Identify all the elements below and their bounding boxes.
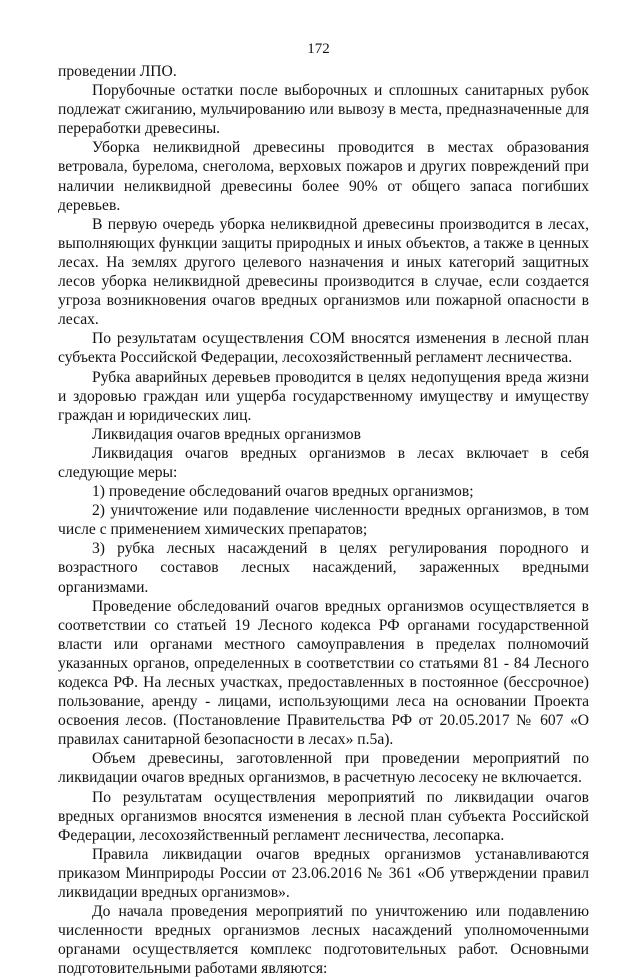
list-item-2: 2) уничтожение или подавление численности вредных организмов, в том числе с применением химических препаратов; — [58, 502, 589, 539]
paragraph-emergency-trees: Рубка аварийных деревьев проводится в целях недопущения вреда жизни и здоровью граждан или ущерба государственному имуществу и имуществу граждан и юридических лиц. — [58, 368, 589, 424]
paragraph-cleanup-priority: В первую очередь уборка неликвидной древесины производится в лесах, выполняющих функции защиты природных и иных объектов, а также в ценных лесах. На землях другого целевого назначения и иных категорий защитных лесов уборка неликвидной древесины производится в случае, если создается угроза возникновения очагов вредных организмов или пожарной опасности в лесах. — [58, 215, 589, 329]
paragraph-illiquid-wood-cleanup: Уборка неликвидной древесины проводится в местах образования ветровала, бурелома, снеголома, верховых пожаров и других повреждений при наличии неликвидной древесины более 90% от общего запаса погибших деревьев. — [58, 139, 589, 214]
paragraph-preparatory-works: До начала проведения мероприятий по уничтожению или подавлению численности вредных организмов лесных насаждений уполномоченными органами осуществляется комплекс подготовительных работ. Основными подготовительными работами являются: — [58, 903, 589, 978]
paragraph-continuation: проведении ЛПО. — [58, 63, 177, 80]
paragraph-rules: Правила ликвидации очагов вредных организмов устанавливаются приказом Минприроды России от 23.06.2016 № 361 «Об утверждении правил ликвидации вредных организмов». — [58, 845, 589, 902]
list-item-3: 3) рубка лесных насаждений в целях регулирования породного и возрастного составов лесных насаждений, зараженных вредными организмами. — [58, 540, 589, 596]
list-item-1: 1) проведение обследований очагов вредных организмов; — [92, 483, 474, 501]
document-body — [58, 62, 589, 979]
paragraph-logging-residues: Порубочные остатки после выборочных и сплошных санитарных рубок подлежат сжиганию, мульчированию или вывозу в места, предназначенные для переработки древесины. — [58, 82, 589, 138]
paragraph-wood-volume: Объем древесины, заготовленной при проведении мероприятий по ликвидации очагов вредных организмов, в расчетную лесосеку не включается. — [58, 750, 589, 787]
page-number: 172 — [307, 41, 330, 57]
paragraph-surveys: Проведение обследований очагов вредных организмов осуществляется в соответствии со статьей 19 Лесного кодекса РФ органами государственной власти или органами местного самоуправления в пределах полномочий указанных органов, определенных в соответствии со статьями 81 - 84 Лесного кодекса РФ. На лесных участках, предоставленных в постоянное (бессрочное) пользование, аренду - лицами, использующими леса на основании Проекта освоения лесов. (Постановление Правительства РФ от 20.05.2017 № 607 «О правилах санитарной безопасности в лесах» п.5а). — [58, 597, 589, 749]
paragraph-measures-results: По результатам осуществления мероприятий по ликвидации очагов вредных организмов вносятся изменения в лесной план субъекта Российской Федерации, лесохозяйственный регламент лесничества, лесопарка. — [58, 788, 589, 844]
paragraph-som-results: По результатам осуществления СОМ вносятся изменения в лесной план субъекта Российской Федерации, лесохозяйственный регламент лесничества. — [58, 330, 589, 367]
section-heading: Ликвидация очагов вредных организмов — [92, 425, 361, 443]
paragraph-measures-intro: Ликвидация очагов вредных организмов в лесах включает в себя следующие меры: — [58, 444, 589, 481]
